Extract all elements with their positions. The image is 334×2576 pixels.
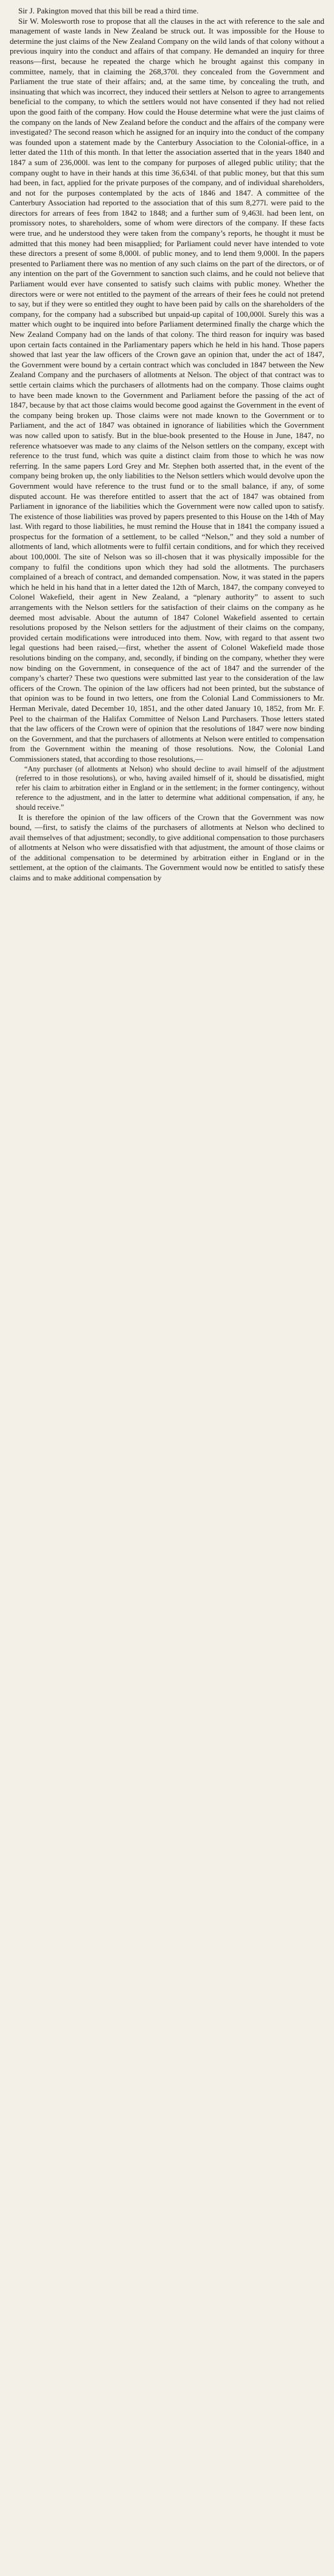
paragraph-molesworth-speech: Sir W. Molesworth rose to propose that all the clauses in the act with reference to the sale and management of waste lands in New Zealand be struck out. It was impossible for the House to determine the just claims of the New Zealand Company on the wild lands of that colony without a previous inquiry into the conduct and affairs of that company. He demanded an inquiry for three reasons—first, because he repeated the charge which he brought against this company in committee, namely, that in claiming the 268,370l. they concealed from the Government and Parliament the true state of their affairs; and, at the same time, by concealing the truth, and insinuating that which was incorrect, they induced their settlers at Nelson to agree to arrangements beneficial to the company, to which the settlers would not have consented if they had not relied upon the good faith of the company. How could the House determine what were the just claims of the company on the lands of New Zealand before the conduct and the affairs of the company were investigated? The second reason which he assigned for an inquiry into the conduct of the company was founded upon a statement made by the Canterbury Association to the Colonial-office, in a letter dated the 11th of this month. In that letter the association asserted that in the years 1840 and 1847 a sum of 236,000l. was lent to the company for purposes of alleged public utility; that the company ought to have in their hands at this time 36,634l. of that public money, but that this sum had been, in fact, applied for the private purposes of the company, and of individual shareholders, and not for the purposes contemplated by the acts of 1846 and 1847. A committee of the Canterbury Association had reported to the association that of this sum 8,277l. were paid to the directors for arrears of fees from 1842 to 1848; and a further sum of 9,463l. had been lent, on promissory notes, to shareholders, some of whom were directors of the company. If these facts were true, and he understood they were taken from the company’s reports, he thought it must be admitted that this money had been misapplied; for Parliament could never have intended to vote these directors a present of some 8,000l. of public money, and to lend them 9,000l. In the papers presented to Parliament there was no mention of any such claims on the part of the directors, or of any intention on the part of the Government to sanction such claims, and he could not believe that Parliament would ever have consented to satisfy such claims with public money. Whether the directors were or were not entitled to the payment of the arrears of their fees he could not pretend to say, but if they were so entitled they ought to have been paid by calls on the shareholders of the company, for the company had a subscribed but unpaid-up capital of 100,000l. Surely this was a matter which ought to be inquired into before Parliament determined finally the charge which the New Zealand Company had on the lands of that colony. The third reason for inquiry was based upon certain facts contained in the Parliamentary papers which he held in his hand. Those papers showed that last year the law officers of the Crown gave an opinion that, under the act of 1847, the Government were bound by a certain contract which was concluded in 1847 between the New Zealand Company and the purchasers of allotments at Nelson. The object of that contract was to settle certain claims which the purchasers of allotments had on the company. Those claims ought to have been made known to the Government and Parliament before the passing of the act of 1847, because by that act those claims would become good against the Government in the event of the company being broken up. Those claims were not made known to the Government or to Parliament, and the act of 1847 was obtained in ignorance of liabilities which the Government was now called upon to satisfy. But in the blue-book presented to the House in June, 1847, no reference whatsoever was made to any claims of the Nelson settlers on the company, except with reference to the trust fund, which was quite a distinct claim from those to which he was now referring. In the same papers Lord Grey and Mr. Stephen both asserted that, in the event of the company being broken up, the only liabilities to the Nelson settlers which would devolve upon the Government would have reference to the trust fund or to the small balance, if any, of some disputed account. He was therefore entitled to assert that the act of 1847 was obtained from Parliament in ignorance of the liabilities which the Government were now called upon to satisfy. The existence of those liabilities was proved by papers presented to this House on the 14th of May last. With regard to those liabilities, he must remind the House that in 1841 the company issued a prospectus for the formation of a settlement, to be called “Nelson,” and they sold a number of allotments of land, which allotments were to fulfil certain conditions, and for which they received about 100,000l. The site of Nelson was so ill-chosen that it was physically impossible for the company to fulfil the conditions upon which they had sold the allotments. The purchasers complained of a breach of contract, and demanded compensation. Now, it was stated in the papers which he held in his hand that in a letter dated the 12th of March, 1847, the company conveyed to Colonel Wakefield, their agent in New Zealand, a “plenary authority” to assent to such arrangements with the Nelson settlers for the satisfaction of their claims on the company as he deemed most advisable. About the autumn of 1847 Colonel Wakefield assented to certain resolutions proposed by the Nelson settlers for the adjustment of their claims on the company, provided certain modifications were introduced into them. Now, with regard to that assent two legal questions had been raised,—first, whether the assent of Colonel Wakefield made those resolutions binding on the company, and, secondly, if binding on the company, whether they were now binding on the Government, in consequence of the act of 1847 and the surrender of the company’s charter? These two questions were submitted last year to the consideration of the law officers of the Crown. The opinion of the law officers had not been printed, but the substance of that opinion was to be found in two letters, one from the Colonial Land Commissioners to Mr. Herman Merivale, dated December 10, 1851, and the other dated January 10, 1852, from Mr. F. Peel to the chairman of the Halifax Committee of Nelson Land Purchasers. Those letters stated that the law officers of the Crown were of opinion that the resolutions of 1847 were now binding on the Government, and that the purchasers of allotments at Nelson were entitled to compensation from the Government within the meaning of those resolutions. Now, the Colonial Land Commissioners stated, that according to those resolutions,— bbox=[10, 16, 324, 763]
paragraph-law-officers-opinion: It is therefore the opinion of the law officers of the Crown that the Government was now bound, —first, to satisfy the claims of the purchasers of allotments at Nelson who declined to avail themselves of that adjustment; secondly, to give additional compensation to those purchasers of allotments at Nelson who were dissatisfied with that adjustment, the amount of those claims or of the additional compensation to be determined by arbitration either in England or in the settlement, at the option of the claimants. The Government would now be entitled to satisfy these claims and to make additional compensation by bbox=[10, 812, 324, 883]
paragraph-motion: Sir J. Pakington moved that this bill be read a third time. bbox=[18, 6, 199, 15]
quoted-resolution: “Any purchaser (of allotments at Nelson) who should decline to avail himself of the adjustment (referred to in those resolutions), or who, having availed himself of it, should be dissatisfied, might refer his claim to arbitration either in England or in the settlement; in the former contingency, without reference to the adjustment, and in the latter to determine what additional compensation, if any, he should receive.” bbox=[16, 764, 324, 812]
article-column bbox=[0, 0, 334, 890]
